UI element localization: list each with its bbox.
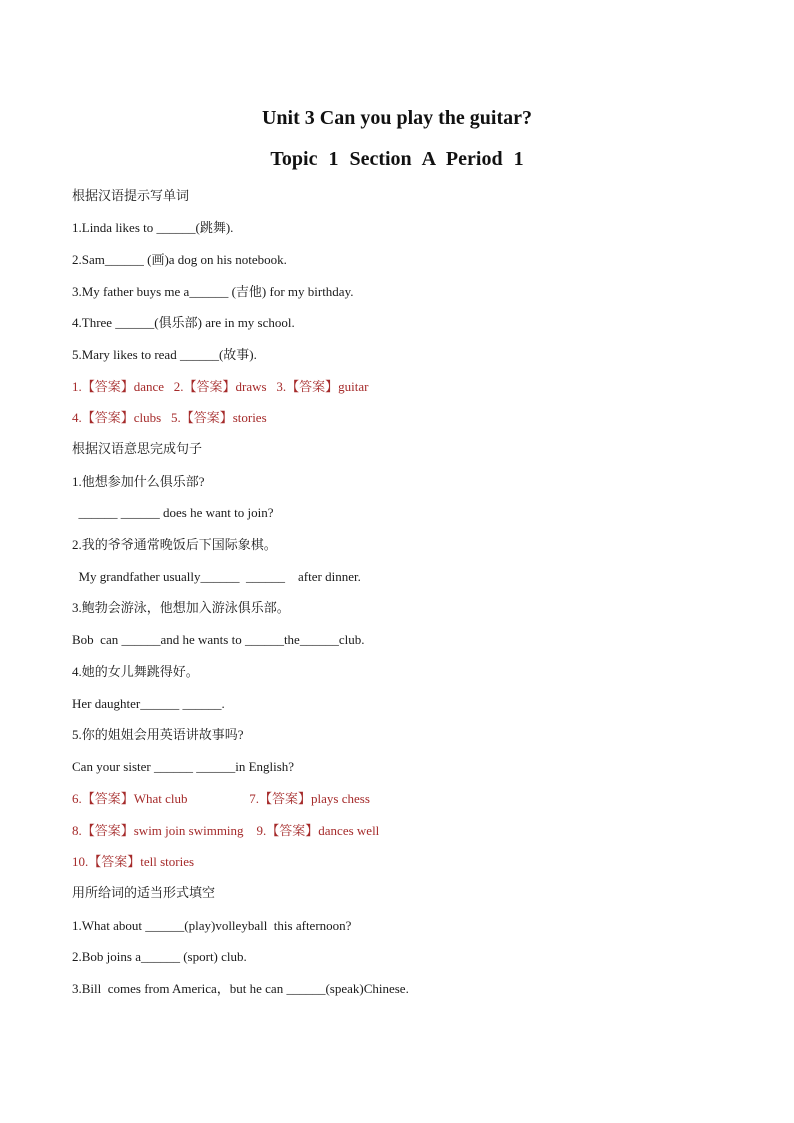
section2-item: 4.她的女儿舞跳得好。: [72, 664, 199, 679]
section2-item: Can your sister ______ ______in English?: [72, 759, 295, 774]
section1-answer: 4.【答案】clubs 5.【答案】stories: [72, 410, 267, 425]
section2-item: 5.你的姐姐会用英语讲故事吗?: [72, 727, 244, 742]
section1-item: 2.Sam______ (画)a dog on his notebook.: [72, 252, 287, 267]
section2-heading: 根据汉语意思完成句子: [72, 442, 203, 457]
section2-item: Bob can ______and he wants to ______the______club.: [72, 632, 365, 647]
section2-item: 1.他想参加什么俱乐部?: [72, 474, 205, 489]
section2-item: My grandfather usually______ ______ after dinner.: [72, 569, 361, 584]
section3-item: 3.Bill comes from America，but he can ______(speak)Chinese.: [72, 981, 409, 996]
section2-answer: 6.【答案】What club 7.【答案】plays chess: [72, 791, 370, 806]
section2-item: Her daughter______ ______.: [72, 696, 225, 711]
section3-item: 1.What about ______(play)volleyball this afternoon?: [72, 918, 352, 933]
section1-item: 5.Mary likes to read ______(故事).: [72, 347, 257, 362]
section3-item: 2.Bob joins a______ (sport) club.: [72, 949, 247, 964]
section2-item: ______ ______ does he want to join?: [72, 505, 274, 520]
section1-item: 3.My father buys me a______ (吉他) for my birthday.: [72, 284, 354, 299]
topic-section-title: Topic 1 Section A Period 1: [270, 148, 524, 170]
section1-answer: 1.【答案】dance 2.【答案】draws 3.【答案】guitar: [72, 379, 369, 394]
section2-answer: 8.【答案】swim join swimming 9.【答案】dances well: [72, 823, 380, 838]
section2-answer: 10.【答案】tell stories: [72, 854, 195, 869]
section1-item: 1.Linda likes to ______(跳舞).: [72, 220, 234, 235]
unit-title: Unit 3 Can you play the guitar?: [261, 107, 533, 129]
section3-heading: 用所给词的适当形式填空: [72, 886, 216, 901]
section2-item: 3.鲍勃会游泳，他想加入游泳俱乐部。: [72, 600, 290, 615]
section1-heading: 根据汉语提示写单词: [72, 189, 190, 204]
section2-item: 2.我的爷爷通常晚饭后下国际象棋。: [72, 537, 277, 552]
section1-item: 4.Three ______(俱乐部) are in my school.: [72, 315, 295, 330]
